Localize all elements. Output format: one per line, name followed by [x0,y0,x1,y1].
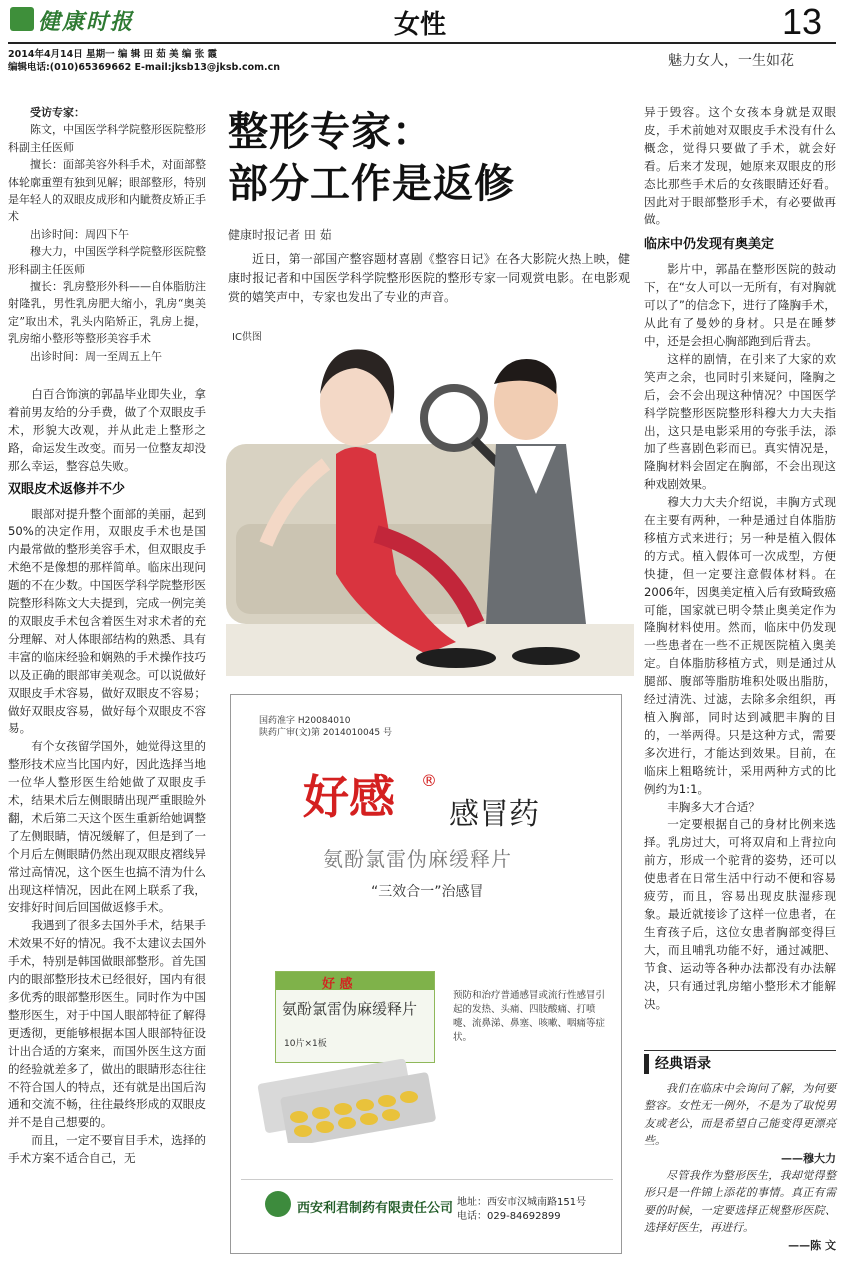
ad-brand: 好感 [303,770,395,824]
meta-line-date: 2014年4月14日 星期一 编 辑 田 茹 美 编 张 霞 [8,49,218,60]
quote-author: ——陈 文 [788,1238,836,1252]
box-count: 10片×1板 [284,1039,327,1049]
quote-title: 经典语录 [644,1054,836,1074]
paragraph: 异于毁容。这个女孩本身就是双眼皮，手术前她对双眼皮手术没有什么概念，觉得只要做了手术，就会好看。后来才发现，她原来双眼皮的形态比那些手术后的女孩眼睛还好看。因此对于眼部整形手术，有必要做再做。 [644,105,836,227]
photo-credit: IC供图 [232,332,262,343]
ad-product: 感冒药 [449,797,539,832]
quote-text: 我们在临床中会询问了解，为何要整容。女性无一例外，不是为了取悦男友或老公，而是希望自己能变得更漂亮些。 [644,1082,836,1148]
ad-indications: 预防和治疗普通感冒或流行性感冒引起的发热、头痛、四肢酸痛、打喷嚏、流鼻涕、鼻塞、咳嗽、咽痛等症状。 [453,990,606,1043]
quote-text: 尽管我作为整形医生，我却觉得整形只是一件锦上添花的事情。真正有需要的时候，一定要选择正规整形医院、选择好医生，再进行。 [644,1169,836,1235]
paragraph: 而且，一定不要盲目手术，选择的手术方案不适合自己，无 [8,1133,206,1166]
paper-logo-icon [10,7,34,31]
ad-reg-mark: ® [421,771,437,790]
company-logo-icon [265,1191,291,1217]
headline-line1: 整形专家： [228,108,433,155]
expert-line: 出诊时间：周四下午 [30,227,129,241]
paragraph: 白百合饰演的郭晶毕业即失业，拿着前男友给的分手费，做了个双眼皮手术，形貌大改观，并从此走上整形之路，命运发生改变。而另一位整友却没那么幸运，整容总失败。 [8,387,206,473]
advertisement [230,694,622,1254]
subheading: 临床中仍发现有奥美定 [644,237,775,253]
ad-tagline: “三效合一”治感冒 [371,884,484,900]
expert-box [8,104,206,365]
expert-line: 出诊时间：周一至周五上午 [30,349,162,363]
ad-generic-name: 氨酚氯雷伪麻缓释片 [323,847,512,871]
expert-line: 陈文，中国医学科学院整形医院整形科副主任医师 [8,123,206,154]
product-box [275,971,435,1063]
masthead-rule [8,42,836,44]
paragraph: 我遇到了很多去国外手术，结果手术效果不好的情况。我不太建议去国外手术，特别是韩国做眼部整形。首先国内的眼部整形技术已经很好，国内有很多优秀的眼部整形医生。同时作为中国整形医生，对于中国人眼部特征了解得更透彻，更能够根据本国人眼部特征设计出合适的方案来，而国外医生这方面的经验就差多了，做出的眼睛形态往往不符合国人的特点，还有就是出国后沟通和交流不畅，往往最终形成的双眼皮并不是自己想要的。 [8,918,206,1130]
page-number: 13 [782,1,823,42]
ad-address: 地址：西安市汉城南路151号 [457,1197,587,1208]
box-name: 氨酚氯雷伪麻缓释片 [282,1000,418,1018]
paragraph: 影片中，郭晶在整形医院的鼓动下，在“女人可以一无所有，有对胸就可以了”的信念下，进行了隆胸手术，从此有了曼妙的身材。只是在睡梦中，还是会担心胸部跑到后背去。 [644,262,836,348]
meta-line-contact: 编辑电话:(010)65369662 E-mail:jksb13@jksb.com.cn [8,62,281,73]
expert-line: 穆大力，中国医学科学院整形医院整形科副主任医师 [8,245,206,276]
paragraph: 这样的剧情，在引来了大家的欢笑声之余，也同时引来疑问，隆胸之后，会不会出现这种情况？中国医学科学院整形医院整形科穆大力大夫指出，这只是电影采用的夸张手法，添加了些喜剧色彩而已。真实情况是，隆胸材料会固定在胸部，不会出现这种戏剧效果。 [644,351,836,492]
ad-phone: 电话：029-84692899 [457,1211,561,1222]
slogan: 魅力女人，一生如花 [668,53,794,69]
quote-author: ——穆大力 [781,1151,836,1165]
masthead [0,0,844,74]
quote-box [644,1050,836,1254]
paragraph: 眼部对提升整个面部的美丽，起到50%的决定作用，双眼皮手术也是国内最常做的整形美容手术，但双眼皮手术绝不是像想的那样简单。临床出现问题的不在少数。中国医学科学院整形医院整形科陈文大夫提到，完成一例完美的双眼皮手术包含着医生对求术者的充分理解、对人体眼部结构的熟悉、具有丰富的临床经验和娴熟的手术操作技巧以及正确的眼部审美观念。可以说做好双眼皮手术容易，做好双眼皮不容易；做好双眼皮容易，做好每个双眼皮不容易。 [8,506,206,736]
paragraph: 有个女孩留学国外，她觉得这里的整形技术应当比国内好，因此选择当地一位华人整形医生给她做了双眼皮手术，结果术后左侧眼睛出现严重眼睑外翻，术后第二天这个医生重新给她调整了左侧眼睛，情况缓解了，但是到了一个月后左侧眼睛仍然出现双眼皮褶线异常过高情况，这个医生也搞不清为什么出现这样情况，因此在网上联系了我，安排好时间后回国做返修手术。 [8,739,206,915]
paragraph: 一定要根据自己的身材比例来选择。乳房过大，可将双肩和上背拉向前方，形成一个驼背的姿势，还可以使患者在日常生活中行动不便和容易疲劳，而且，容易出现皮肤湿疹现象。最近就接诊了这样一位患者，在生育孩子后，这位女患者胸部变得巨大，而且哺乳功能不好，通过减肥、节食、运动等各种办法都没有办法解决，只有通过乳房缩小整形术才能解决。 [644,817,836,1011]
right-column [644,104,836,1013]
ad-approval-2: 陕药广审(文)第 2014010045 号 [259,728,393,738]
section-title: 女性 [394,10,447,40]
paper-name: 健康时报 [38,9,135,35]
box-brand: 好 感 [322,977,353,992]
ad-company: 西安利君制药有限责任公司 [297,1201,454,1216]
expert-line: 擅长：面部美容外科手术，对面部整体轮廓重塑有独到见解；眼部整形，特别是年轻人的双眼皮成形和内眦赘皮矫正手术 [8,158,206,224]
ad-footer-rule [241,1179,613,1180]
cartoon-illustration [226,324,634,676]
subheading: 双眼皮术返修并不少 [8,481,126,497]
article-photo [226,324,634,676]
quote-rule [644,1050,836,1051]
pill-blister-pack [255,1059,445,1143]
box-band [276,972,434,990]
lead-paragraph: 近日，第一部国产整容题材喜剧《整容日记》在各大影院火热上映，健康时报记者和中国医学科学院整形医院的整形专家一同观赏电影。在电影观赏的嬉笑声中，专家也发出了专业的声音。 [228,252,630,304]
byline: 健康时报记者 田 茹 [228,228,332,242]
question-heading: 丰胸多大才合适？ [667,799,760,814]
ad-approval-1: 国药准字 H20084010 [259,716,351,726]
expert-line: 擅长：乳房整形外科——自体脂肪注射隆乳，男性乳房肥大缩小，乳房“奥美定”取出术，乳头内陷矫正，乳房上提，乳房缩小整形等整形美容手术 [8,280,206,346]
headline [228,106,638,210]
paragraph: 穆大力大夫介绍说，丰胸方式现在主要有两种，一种是通过自体脂肪移植方式来进行；另一种是植入假体的方式。植入假体可一次成型，方便快捷，但一定要注意假体材料。在2006年，因奥美定植入后有致畸致癌可能，国家就已明令禁止奥美定作为隆胸材料使用。然而，临床中仍发现一些患者在一些不正规医院植入奥美定。自体脂肪移植方式，则是通过从腿部、腹部等脂肪堆积处吸出脂肪，经过清洗、过滤，去除多余组织，再植入胸部，同时达到减肥丰胸的目的，一举两得。只是这种方式，需要多次进行，才能达到效果。目前，在临床上粗略统计，采用两种方式的比例约为1:1。 [644,495,836,796]
headline-line2: 部分工作是返修 [228,160,515,207]
expert-intro: 受访专家： [30,106,85,119]
left-column [8,386,206,1168]
